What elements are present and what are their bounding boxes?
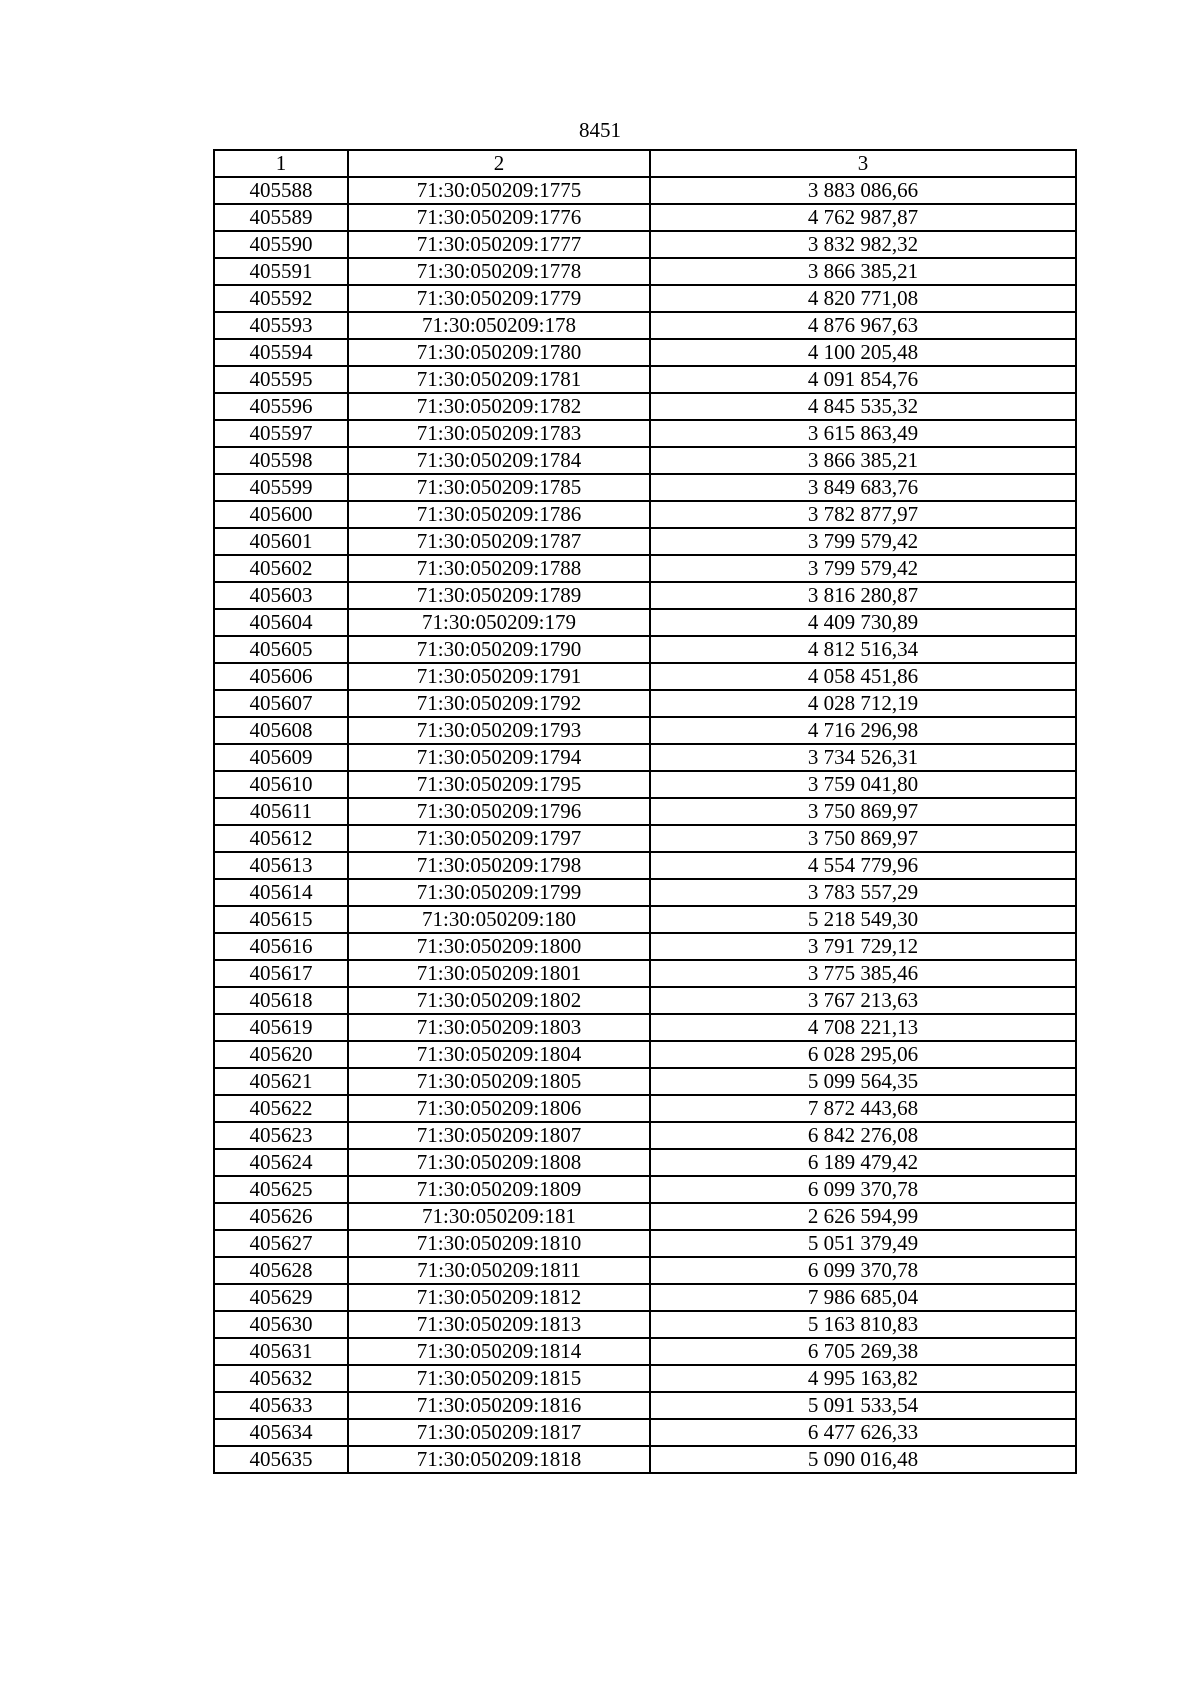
cadastral-number-cell: 71:30:050209:1781 <box>348 366 650 393</box>
table-row <box>214 1149 1076 1176</box>
table-row <box>214 879 1076 906</box>
cadastral-number-cell: 71:30:050209:1788 <box>348 555 650 582</box>
table-row <box>214 447 1076 474</box>
row-number-cell: 405628 <box>214 1257 348 1284</box>
cadastral-number-cell: 71:30:050209:1818 <box>348 1446 650 1473</box>
value-cell: 5 163 810,83 <box>650 1311 1076 1338</box>
row-number-cell: 405629 <box>214 1284 348 1311</box>
cadastral-number-cell: 71:30:050209:1805 <box>348 1068 650 1095</box>
column-header-3: 3 <box>650 150 1076 177</box>
cadastral-number-cell: 71:30:050209:1803 <box>348 1014 650 1041</box>
row-number-cell: 405600 <box>214 501 348 528</box>
row-number-cell: 405631 <box>214 1338 348 1365</box>
table-row <box>214 744 1076 771</box>
row-number-cell: 405615 <box>214 906 348 933</box>
table-row <box>214 663 1076 690</box>
table-row <box>214 1419 1076 1446</box>
column-header-1: 1 <box>214 150 348 177</box>
cadastral-number-cell: 71:30:050209:1812 <box>348 1284 650 1311</box>
row-number-cell: 405588 <box>214 177 348 204</box>
value-cell: 6 189 479,42 <box>650 1149 1076 1176</box>
cadastral-number-cell: 71:30:050209:1794 <box>348 744 650 771</box>
cadastral-number-cell: 71:30:050209:1789 <box>348 582 650 609</box>
value-cell: 4 995 163,82 <box>650 1365 1076 1392</box>
cadastral-number-cell: 71:30:050209:1791 <box>348 663 650 690</box>
value-cell: 4 100 205,48 <box>650 339 1076 366</box>
cadastral-number-cell: 71:30:050209:1792 <box>348 690 650 717</box>
value-cell: 3 816 280,87 <box>650 582 1076 609</box>
value-cell: 4 716 296,98 <box>650 717 1076 744</box>
table-row <box>214 609 1076 636</box>
row-number-cell: 405602 <box>214 555 348 582</box>
table-row <box>214 933 1076 960</box>
table-row <box>214 1068 1076 1095</box>
cadastral-number-cell: 71:30:050209:1808 <box>348 1149 650 1176</box>
table-row <box>214 420 1076 447</box>
table-header <box>214 150 1076 177</box>
table-row <box>214 798 1076 825</box>
value-cell: 3 866 385,21 <box>650 258 1076 285</box>
value-cell: 5 090 016,48 <box>650 1446 1076 1473</box>
table-row <box>214 1392 1076 1419</box>
value-cell: 4 091 854,76 <box>650 366 1076 393</box>
value-cell: 2 626 594,99 <box>650 1203 1076 1230</box>
row-number-cell: 405597 <box>214 420 348 447</box>
value-cell: 3 866 385,21 <box>650 447 1076 474</box>
row-number-cell: 405620 <box>214 1041 348 1068</box>
table-row <box>214 231 1076 258</box>
value-cell: 7 872 443,68 <box>650 1095 1076 1122</box>
table-row <box>214 393 1076 420</box>
cadastral-number-cell: 71:30:050209:1787 <box>348 528 650 555</box>
table-row <box>214 1095 1076 1122</box>
table-row <box>214 312 1076 339</box>
table-row <box>214 1176 1076 1203</box>
cadastral-number-cell: 71:30:050209:1785 <box>348 474 650 501</box>
cadastral-number-cell: 71:30:050209:1801 <box>348 960 650 987</box>
row-number-cell: 405608 <box>214 717 348 744</box>
cadastral-number-cell: 71:30:050209:1798 <box>348 852 650 879</box>
table-row <box>214 204 1076 231</box>
cadastral-number-cell: 71:30:050209:1809 <box>348 1176 650 1203</box>
header-row <box>214 150 1076 177</box>
table-row <box>214 1122 1076 1149</box>
row-number-cell: 405633 <box>214 1392 348 1419</box>
row-number-cell: 405590 <box>214 231 348 258</box>
row-number-cell: 405617 <box>214 960 348 987</box>
cadastral-number-cell: 71:30:050209:1806 <box>348 1095 650 1122</box>
cadastral-number-cell: 71:30:050209:1813 <box>348 1311 650 1338</box>
row-number-cell: 405605 <box>214 636 348 663</box>
row-number-cell: 405595 <box>214 366 348 393</box>
value-cell: 5 091 533,54 <box>650 1392 1076 1419</box>
value-cell: 7 986 685,04 <box>650 1284 1076 1311</box>
table-row <box>214 258 1076 285</box>
row-number-cell: 405624 <box>214 1149 348 1176</box>
value-cell: 5 051 379,49 <box>650 1230 1076 1257</box>
table-row <box>214 474 1076 501</box>
table-row <box>214 717 1076 744</box>
row-number-cell: 405635 <box>214 1446 348 1473</box>
value-cell: 5 099 564,35 <box>650 1068 1076 1095</box>
cadastral-number-cell: 71:30:050209:1780 <box>348 339 650 366</box>
cadastral-number-cell: 71:30:050209:1782 <box>348 393 650 420</box>
row-number-cell: 405596 <box>214 393 348 420</box>
table-row <box>214 177 1076 204</box>
cadastral-number-cell: 71:30:050209:1797 <box>348 825 650 852</box>
cadastral-number-cell: 71:30:050209:1804 <box>348 1041 650 1068</box>
row-number-cell: 405627 <box>214 1230 348 1257</box>
cadastral-number-cell: 71:30:050209:1793 <box>348 717 650 744</box>
row-number-cell: 405616 <box>214 933 348 960</box>
page-number: 8451 <box>579 118 621 142</box>
value-cell: 4 762 987,87 <box>650 204 1076 231</box>
value-cell: 4 812 516,34 <box>650 636 1076 663</box>
value-cell: 4 554 779,96 <box>650 852 1076 879</box>
row-number-cell: 405599 <box>214 474 348 501</box>
table-row <box>214 1257 1076 1284</box>
value-cell: 3 734 526,31 <box>650 744 1076 771</box>
cadastral-number-cell: 71:30:050209:1800 <box>348 933 650 960</box>
cadastral-number-cell: 71:30:050209:1817 <box>348 1419 650 1446</box>
table-row <box>214 1365 1076 1392</box>
row-number-cell: 405630 <box>214 1311 348 1338</box>
cadastral-number-cell: 71:30:050209:1814 <box>348 1338 650 1365</box>
cadastral-number-cell: 71:30:050209:1783 <box>348 420 650 447</box>
table-row <box>214 339 1076 366</box>
table-row <box>214 1203 1076 1230</box>
row-number-cell: 405625 <box>214 1176 348 1203</box>
row-number-cell: 405634 <box>214 1419 348 1446</box>
table-row <box>214 528 1076 555</box>
row-number-cell: 405591 <box>214 258 348 285</box>
row-number-cell: 405622 <box>214 1095 348 1122</box>
cadastral-number-cell: 71:30:050209:1815 <box>348 1365 650 1392</box>
cadastral-number-cell: 71:30:050209:1796 <box>348 798 650 825</box>
cadastral-number-cell: 71:30:050209:1816 <box>348 1392 650 1419</box>
row-number-cell: 405612 <box>214 825 348 852</box>
table-row <box>214 1311 1076 1338</box>
cadastral-number-cell: 71:30:050209:1795 <box>348 771 650 798</box>
table-row <box>214 906 1076 933</box>
table-row <box>214 690 1076 717</box>
value-cell: 6 099 370,78 <box>650 1257 1076 1284</box>
cadastral-number-cell: 71:30:050209:179 <box>348 609 650 636</box>
cadastral-number-cell: 71:30:050209:1807 <box>348 1122 650 1149</box>
row-number-cell: 405598 <box>214 447 348 474</box>
cadastral-number-cell: 71:30:050209:1811 <box>348 1257 650 1284</box>
value-cell: 6 099 370,78 <box>650 1176 1076 1203</box>
value-cell: 3 799 579,42 <box>650 555 1076 582</box>
value-cell: 3 759 041,80 <box>650 771 1076 798</box>
value-cell: 6 842 276,08 <box>650 1122 1076 1149</box>
row-number-cell: 405632 <box>214 1365 348 1392</box>
table-row <box>214 366 1076 393</box>
row-number-cell: 405611 <box>214 798 348 825</box>
value-cell: 3 832 982,32 <box>650 231 1076 258</box>
cadastral-number-cell: 71:30:050209:178 <box>348 312 650 339</box>
table-row <box>214 960 1076 987</box>
row-number-cell: 405607 <box>214 690 348 717</box>
row-number-cell: 405609 <box>214 744 348 771</box>
table-row <box>214 825 1076 852</box>
table-row <box>214 1230 1076 1257</box>
value-cell: 4 876 967,63 <box>650 312 1076 339</box>
value-cell: 5 218 549,30 <box>650 906 1076 933</box>
row-number-cell: 405601 <box>214 528 348 555</box>
value-cell: 3 767 213,63 <box>650 987 1076 1014</box>
value-cell: 4 058 451,86 <box>650 663 1076 690</box>
cadastral-number-cell: 71:30:050209:1776 <box>348 204 650 231</box>
cadastral-number-cell: 71:30:050209:1777 <box>348 231 650 258</box>
table-row <box>214 987 1076 1014</box>
value-cell: 3 849 683,76 <box>650 474 1076 501</box>
value-cell: 3 775 385,46 <box>650 960 1076 987</box>
table-body <box>214 177 1076 1473</box>
value-cell: 3 615 863,49 <box>650 420 1076 447</box>
cadastral-number-cell: 71:30:050209:1784 <box>348 447 650 474</box>
cadastral-number-cell: 71:30:050209:1790 <box>348 636 650 663</box>
value-cell: 6 028 295,06 <box>650 1041 1076 1068</box>
value-cell: 6 477 626,33 <box>650 1419 1076 1446</box>
row-number-cell: 405592 <box>214 285 348 312</box>
table-row <box>214 1338 1076 1365</box>
cadastral-number-cell: 71:30:050209:180 <box>348 906 650 933</box>
table-row <box>214 1041 1076 1068</box>
row-number-cell: 405621 <box>214 1068 348 1095</box>
table-row <box>214 852 1076 879</box>
row-number-cell: 405610 <box>214 771 348 798</box>
value-cell: 3 782 877,97 <box>650 501 1076 528</box>
row-number-cell: 405594 <box>214 339 348 366</box>
row-number-cell: 405606 <box>214 663 348 690</box>
row-number-cell: 405603 <box>214 582 348 609</box>
value-cell: 6 705 269,38 <box>650 1338 1076 1365</box>
row-number-cell: 405589 <box>214 204 348 231</box>
row-number-cell: 405614 <box>214 879 348 906</box>
value-cell: 4 028 712,19 <box>650 690 1076 717</box>
value-cell: 4 409 730,89 <box>650 609 1076 636</box>
table-row <box>214 1014 1076 1041</box>
cadastral-number-cell: 71:30:050209:1810 <box>348 1230 650 1257</box>
cadastral-number-cell: 71:30:050209:1775 <box>348 177 650 204</box>
value-cell: 4 708 221,13 <box>650 1014 1076 1041</box>
cadastral-number-cell: 71:30:050209:1786 <box>348 501 650 528</box>
row-number-cell: 405613 <box>214 852 348 879</box>
cadastral-number-cell: 71:30:050209:1799 <box>348 879 650 906</box>
cadastral-number-cell: 71:30:050209:1779 <box>348 285 650 312</box>
row-number-cell: 405618 <box>214 987 348 1014</box>
value-cell: 3 791 729,12 <box>650 933 1076 960</box>
value-cell: 3 750 869,97 <box>650 825 1076 852</box>
column-header-2: 2 <box>348 150 650 177</box>
table-row <box>214 636 1076 663</box>
table-row <box>214 501 1076 528</box>
table-row <box>214 555 1076 582</box>
table-row <box>214 771 1076 798</box>
value-cell: 3 883 086,66 <box>650 177 1076 204</box>
table-row <box>214 1446 1076 1473</box>
value-cell: 3 750 869,97 <box>650 798 1076 825</box>
cadastral-number-cell: 71:30:050209:1778 <box>348 258 650 285</box>
data-table <box>213 149 1077 1474</box>
cadastral-number-cell: 71:30:050209:1802 <box>348 987 650 1014</box>
value-cell: 4 845 535,32 <box>650 393 1076 420</box>
value-cell: 3 799 579,42 <box>650 528 1076 555</box>
row-number-cell: 405619 <box>214 1014 348 1041</box>
cadastral-number-cell: 71:30:050209:181 <box>348 1203 650 1230</box>
row-number-cell: 405593 <box>214 312 348 339</box>
row-number-cell: 405623 <box>214 1122 348 1149</box>
table-row <box>214 1284 1076 1311</box>
value-cell: 4 820 771,08 <box>650 285 1076 312</box>
table-row <box>214 582 1076 609</box>
value-cell: 3 783 557,29 <box>650 879 1076 906</box>
row-number-cell: 405604 <box>214 609 348 636</box>
table-row <box>214 285 1076 312</box>
row-number-cell: 405626 <box>214 1203 348 1230</box>
